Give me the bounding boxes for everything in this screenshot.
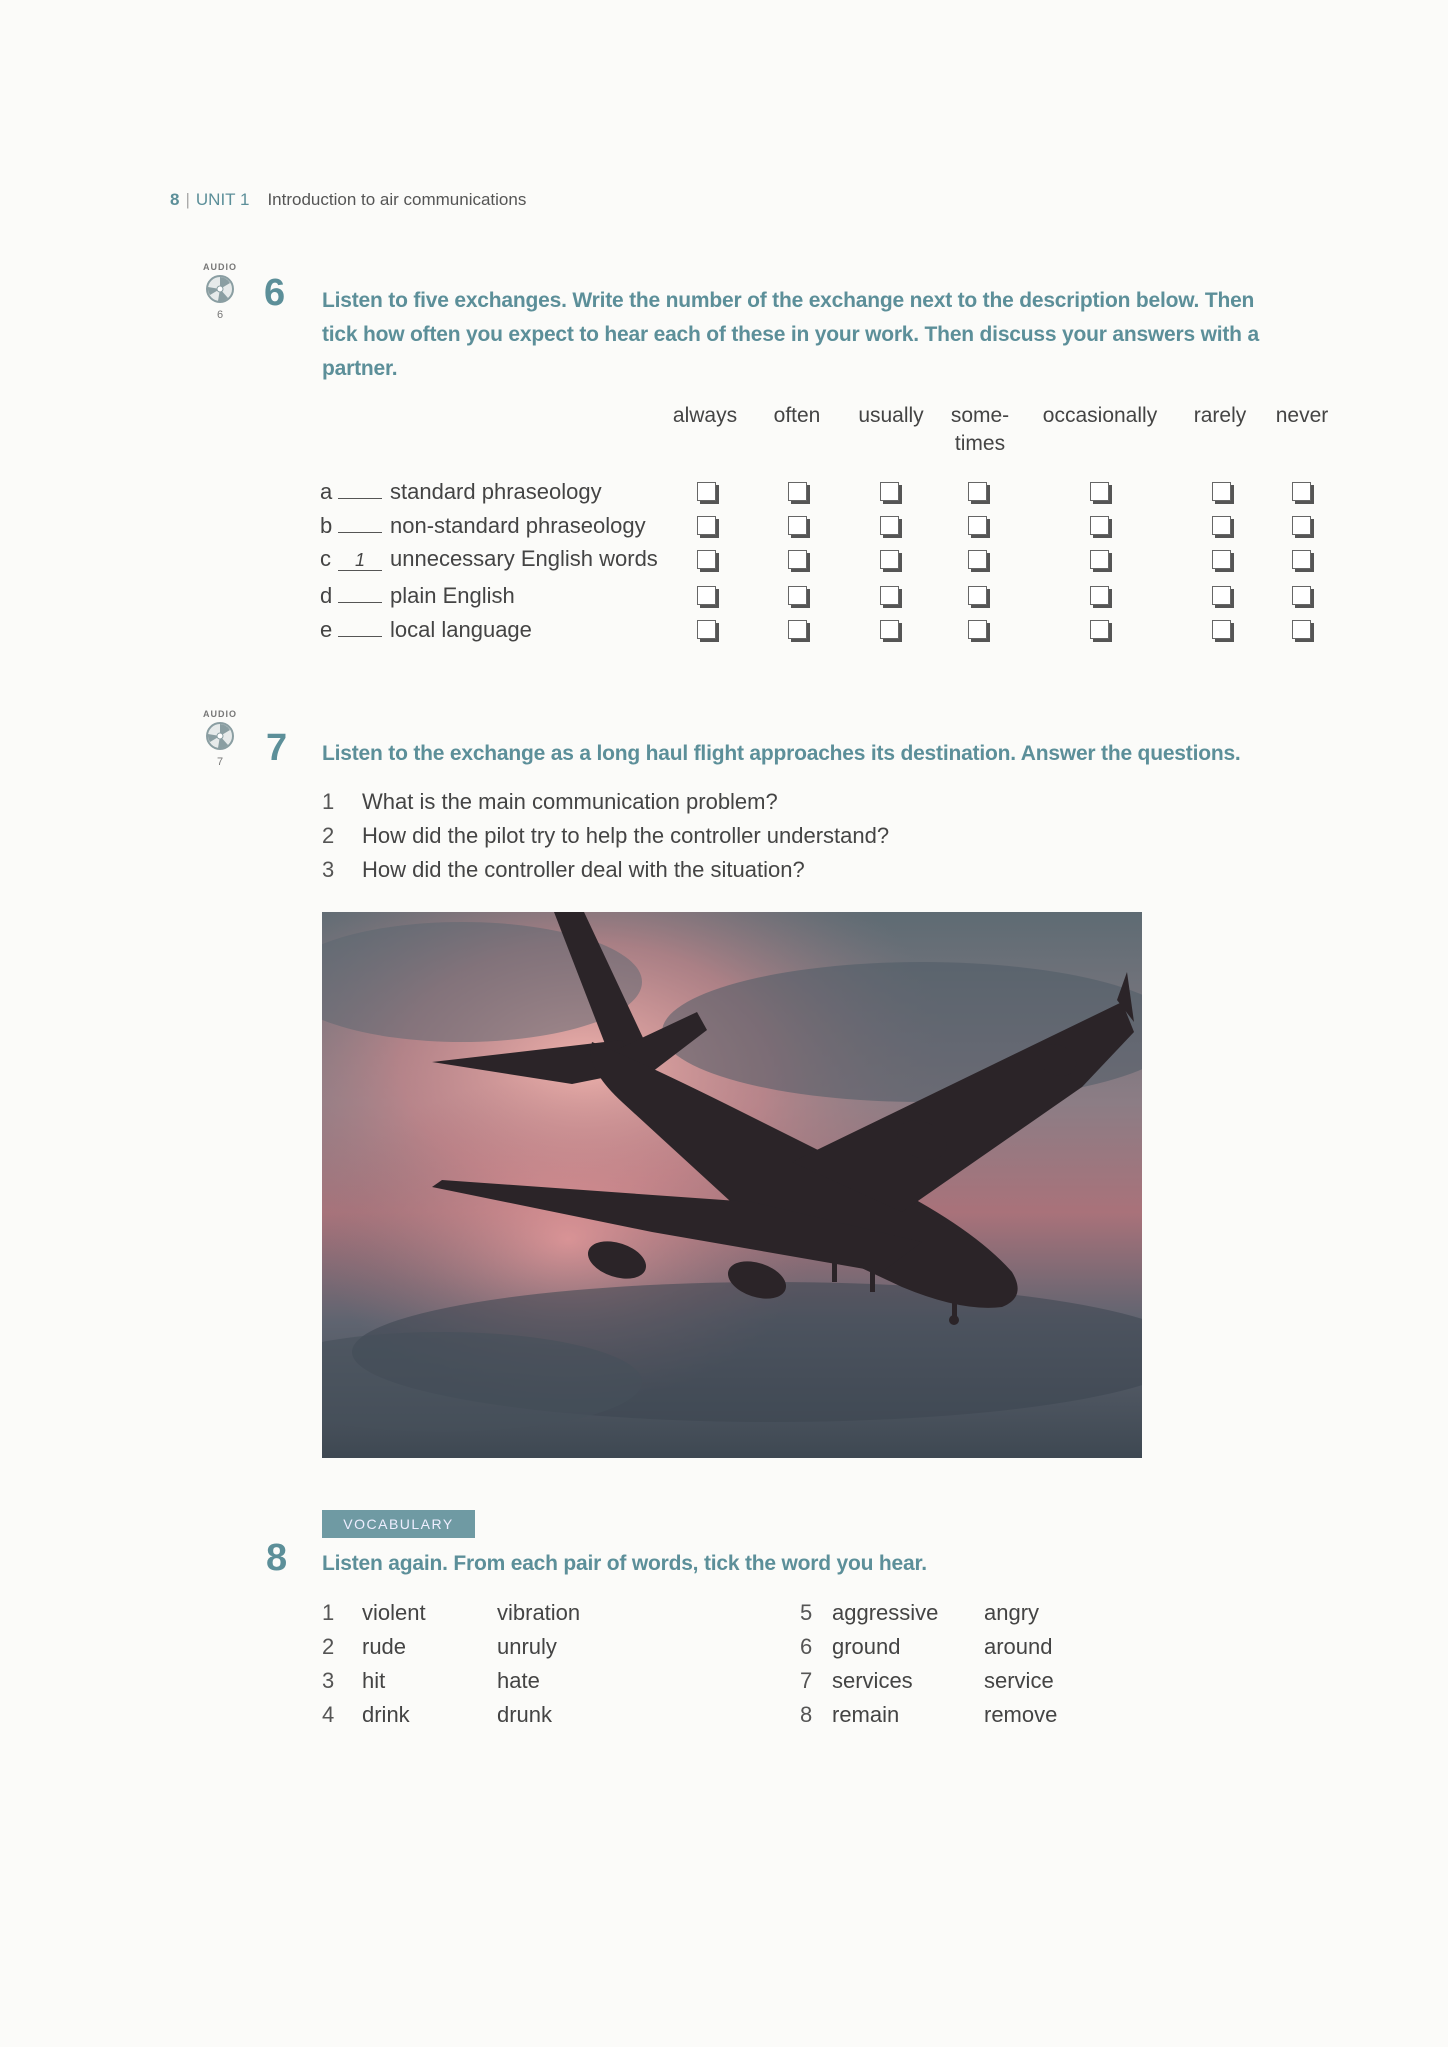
unit-label: UNIT 1 (195, 190, 250, 209)
frequency-checkbox[interactable] (880, 550, 899, 569)
word-option[interactable]: hit (362, 1668, 386, 1693)
frequency-checkbox[interactable] (880, 586, 899, 605)
vocabulary-tag: VOCABULARY (322, 1510, 475, 1538)
pair-number: 5 (800, 1600, 813, 1625)
frequency-checkbox[interactable] (1090, 516, 1109, 535)
word-option[interactable]: unruly (497, 1634, 557, 1659)
frequency-checkbox[interactable] (697, 482, 716, 501)
instruction-line: Listen to five exchanges. Write the number of the exchange next to the description below. Then (322, 289, 1255, 312)
word-option[interactable]: drink (362, 1702, 410, 1727)
frequency-checkbox[interactable] (1292, 586, 1311, 605)
audio-track-number: 7 (216, 756, 224, 768)
audio-cd-icon-7 (200, 709, 240, 768)
frequency-checkbox[interactable] (1212, 550, 1231, 569)
frequency-checkbox[interactable] (880, 516, 899, 535)
instruction-line: partner. (322, 357, 398, 380)
frequency-checkbox[interactable] (1292, 620, 1311, 639)
frequency-checkbox[interactable] (1212, 482, 1231, 501)
question-text: What is the main communication problem? (362, 789, 778, 814)
exercise-number-6: 6 (264, 272, 286, 314)
instruction-line: tick how often you expect to hear each of these in your work. Then discuss your answers with a (322, 323, 1259, 346)
frequency-checkbox[interactable] (880, 482, 899, 501)
pair-number: 6 (800, 1634, 813, 1659)
word-option[interactable]: ground (832, 1634, 901, 1659)
exercise-7-instruction: Listen to the exchange as a long haul flight approaches its destination. Answer the questions. (322, 742, 1241, 765)
row-letter: e (320, 617, 333, 642)
frequency-checkbox[interactable] (968, 550, 987, 569)
row-description: non-standard phraseology (390, 513, 646, 538)
audio-cd-icon-6 (200, 262, 240, 321)
row-description: unnecessary English words (390, 546, 658, 571)
frequency-checkbox[interactable] (1292, 516, 1311, 535)
table-row-label (320, 546, 658, 572)
answer-blank[interactable] (338, 478, 382, 499)
cd-icon (205, 274, 235, 304)
row-letter: a (320, 479, 333, 504)
airplane-silhouette-image (322, 912, 1142, 1458)
table-row-label (320, 582, 515, 609)
frequency-checkbox[interactable] (1212, 516, 1231, 535)
exercise-number-7: 7 (266, 727, 288, 769)
frequency-checkbox[interactable] (1090, 550, 1109, 569)
word-option[interactable]: service (984, 1668, 1054, 1693)
question-number: 3 (322, 857, 335, 882)
column-header-sometimes (945, 402, 1015, 458)
column-header-sometimes-line1: some- (950, 404, 1010, 427)
word-option[interactable]: services (832, 1668, 913, 1693)
row-description: local language (390, 617, 532, 642)
frequency-checkbox[interactable] (1292, 482, 1311, 501)
frequency-checkbox[interactable] (788, 586, 807, 605)
word-option[interactable]: drunk (497, 1702, 553, 1727)
word-option[interactable]: around (984, 1634, 1053, 1659)
pair-number: 7 (800, 1668, 813, 1693)
frequency-checkbox[interactable] (1090, 482, 1109, 501)
row-description: plain English (390, 583, 515, 608)
column-header-sometimes-line2: times (954, 432, 1006, 455)
page-number: 8 (170, 190, 180, 209)
word-option[interactable]: hate (497, 1668, 540, 1693)
column-header-often: often (773, 404, 821, 427)
column-header-usually: usually (858, 404, 924, 427)
row-description: standard phraseology (390, 479, 602, 504)
word-option[interactable]: rude (362, 1634, 407, 1659)
frequency-checkbox[interactable] (697, 550, 716, 569)
question-text: How did the pilot try to help the controller understand? (362, 823, 890, 848)
pair-number: 1 (322, 1600, 335, 1625)
row-letter: b (320, 513, 333, 538)
frequency-checkbox[interactable] (697, 516, 716, 535)
frequency-checkbox[interactable] (788, 550, 807, 569)
cd-icon (205, 721, 235, 751)
exercise-6-instruction (322, 284, 1342, 386)
column-header-rarely: rarely (1193, 404, 1247, 427)
frequency-checkbox[interactable] (1212, 586, 1231, 605)
unit-title: Introduction to air communications (267, 190, 527, 209)
answer-blank[interactable] (338, 582, 382, 603)
word-option[interactable]: angry (984, 1600, 1040, 1625)
question-item (322, 823, 889, 849)
word-option[interactable]: remove (984, 1702, 1058, 1727)
word-option[interactable]: aggressive (832, 1600, 939, 1625)
frequency-checkbox[interactable] (968, 516, 987, 535)
word-option[interactable]: vibration (497, 1600, 581, 1625)
frequency-checkbox[interactable] (788, 620, 807, 639)
frequency-checkbox[interactable] (1292, 550, 1311, 569)
audio-track-number: 6 (216, 309, 224, 321)
word-option[interactable]: violent (362, 1600, 426, 1625)
column-header-occasionally: occasionally (1042, 404, 1158, 427)
pair-number: 3 (322, 1668, 335, 1693)
frequency-checkbox[interactable] (968, 620, 987, 639)
pair-number: 8 (800, 1702, 813, 1727)
frequency-checkbox[interactable] (968, 586, 987, 605)
pair-number: 2 (322, 1634, 335, 1659)
answer-blank[interactable] (338, 616, 382, 637)
pair-number: 4 (322, 1702, 335, 1727)
column-header-always: always (672, 404, 738, 427)
frequency-checkbox[interactable] (880, 620, 899, 639)
frequency-checkbox[interactable] (697, 620, 716, 639)
audio-label: AUDIO (203, 262, 237, 272)
frequency-checkbox[interactable] (1212, 620, 1231, 639)
question-item (322, 857, 805, 883)
frequency-checkbox[interactable] (788, 516, 807, 535)
question-number: 1 (322, 789, 335, 814)
frequency-checkbox[interactable] (1090, 586, 1109, 605)
page-header (170, 190, 526, 210)
question-item (322, 789, 778, 815)
audio-label: AUDIO (203, 709, 237, 719)
answer-blank[interactable] (338, 512, 382, 533)
table-row-label (320, 512, 646, 539)
airplane-photo (322, 912, 1142, 1458)
row-letter: c (320, 546, 331, 571)
row-letter: d (320, 583, 333, 608)
table-row-label (320, 478, 602, 505)
frequency-checkbox[interactable] (1090, 620, 1109, 639)
exercise-number-8: 8 (266, 1537, 288, 1579)
frequency-checkbox[interactable] (788, 482, 807, 501)
word-option[interactable]: remain (832, 1702, 900, 1727)
exercise-8-instruction: Listen again. From each pair of words, tick the word you hear. (322, 1552, 927, 1575)
frequency-checkbox[interactable] (697, 586, 716, 605)
table-row-label (320, 616, 532, 643)
question-number: 2 (322, 823, 335, 848)
frequency-checkbox[interactable] (968, 482, 987, 501)
question-text: How did the controller deal with the situation? (362, 857, 805, 882)
column-header-never: never (1275, 404, 1329, 427)
header-separator: | (185, 190, 190, 209)
answer-blank[interactable]: 1 (338, 550, 382, 571)
